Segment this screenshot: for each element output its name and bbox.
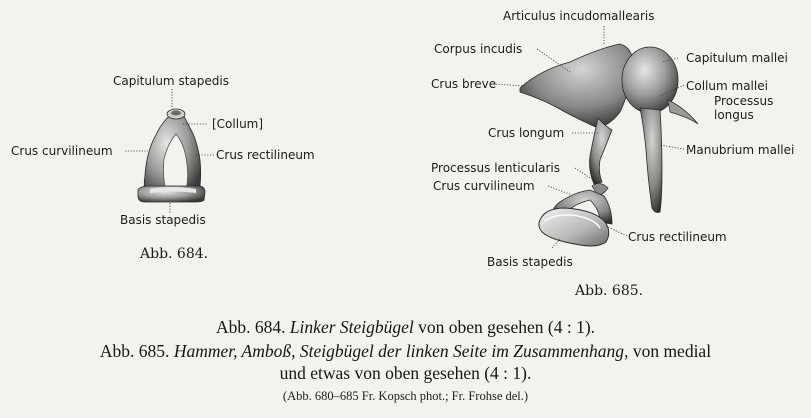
label-crus-rectilineum-685: Crus rectilineum	[628, 230, 727, 244]
label-corpus-incudis: Corpus incudis	[434, 42, 523, 56]
label-articulus-incudomallearis: Articulus incudomallearis	[503, 9, 655, 23]
caption-685-suffix: , von medial	[624, 341, 712, 361]
caption-685-line1	[0, 341, 811, 362]
label-basis-stapedis-684: Basis stapedis	[120, 213, 206, 227]
caption-684-prefix: Abb. 684.	[215, 317, 290, 337]
label-capitulum-stapedis: Capitulum stapedis	[113, 74, 229, 88]
caption-684-italic: Linker Steigbügel	[289, 317, 414, 337]
label-crus-curvilineum-684: Crus curvilineum	[11, 144, 113, 158]
label-basis-stapedis-685: Basis stapedis	[487, 255, 573, 269]
label-crus-curvilineum-685: Crus curvilineum	[433, 179, 535, 193]
caption-684	[0, 317, 811, 338]
photo-credit: (Abb. 680–685 Fr. Kopsch phot.; Fr. Frohse del.)	[282, 389, 529, 403]
ossicles-685-drawing	[520, 44, 698, 246]
figure-number-685: Abb. 685.	[575, 283, 644, 299]
caption-685-prefix: Abb. 685.	[99, 341, 174, 361]
figure-number-684: Abb. 684.	[140, 246, 209, 262]
caption-684-suffix: von oben gesehen (4 : 1).	[413, 317, 596, 337]
label-collum: [Collum]	[212, 117, 264, 131]
label-crus-longum: Crus longum	[488, 126, 565, 140]
label-capitulum-mallei: Capitulum mallei	[686, 51, 788, 65]
label-processus-lenticularis: Processus lenticularis	[431, 161, 560, 175]
label-longus: longus	[714, 108, 754, 122]
label-crus-rectilineum-684: Crus rectilineum	[216, 148, 315, 162]
label-processus: Processus	[714, 94, 774, 108]
caption-685-line2: und etwas von oben gesehen (4 : 1).	[279, 363, 532, 383]
caption-685-italic: Hammer, Amboß, Steigbügel der linken Seite im Zusammenhang	[173, 341, 625, 361]
stapes-684-drawing	[138, 109, 205, 202]
label-collum-mallei: Collum mallei	[686, 79, 768, 93]
label-manubrium-mallei: Manubrium mallei	[686, 143, 795, 157]
label-crus-breve: Crus breve	[431, 77, 497, 91]
